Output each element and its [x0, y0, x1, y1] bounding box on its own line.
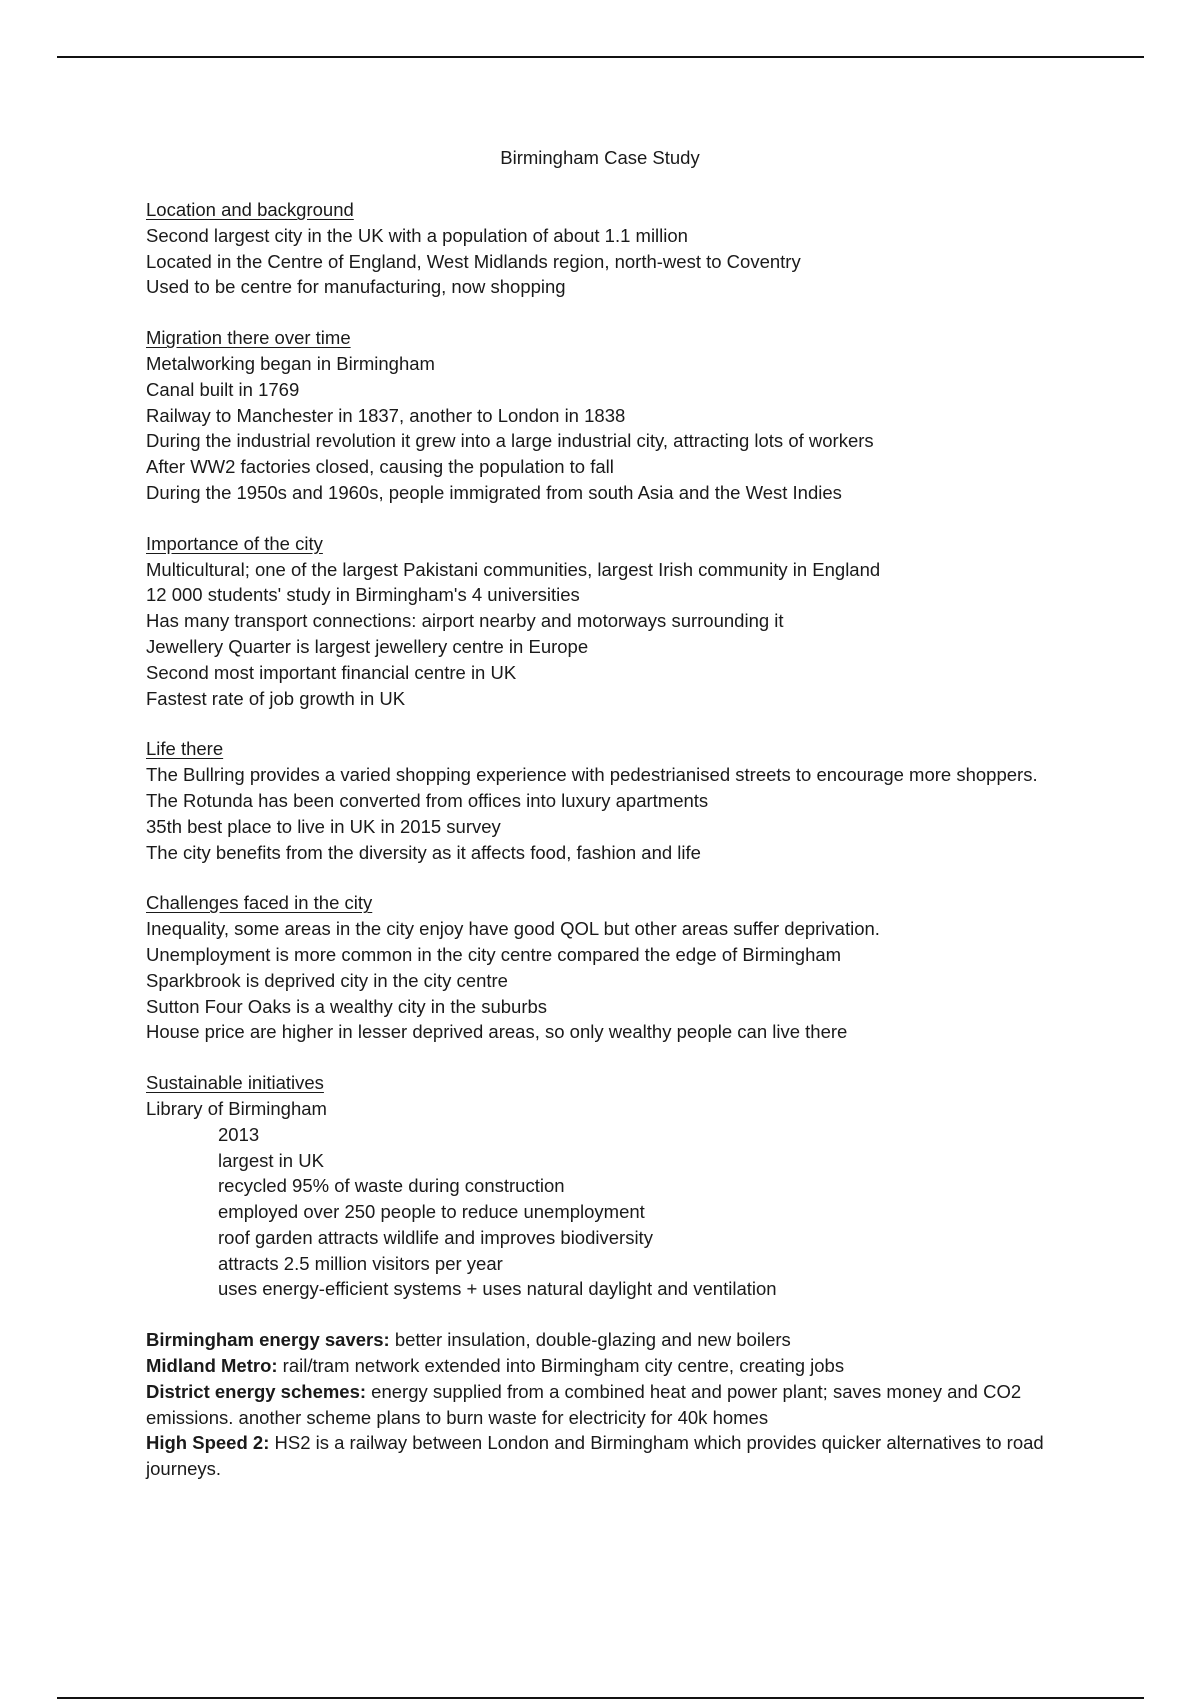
library-point: employed over 250 people to reduce unemployment [218, 1201, 645, 1223]
document-title: Birmingham Case Study [500, 147, 700, 168]
library-title: Library of Birmingham [146, 1097, 327, 1119]
body-line: The city benefits from the diversity as it affects food, fashion and life [146, 841, 701, 863]
library-point: uses energy-efficient systems + uses natural daylight and ventilation [218, 1278, 777, 1300]
scheme-text: HS2 is a railway between London and Birmingham which provides quicker alternatives to road journeys. [146, 1432, 1044, 1480]
body-line: 12 000 students' study in Birmingham's 4 universities [146, 584, 580, 606]
body-line: The Rotunda has been converted from offices into luxury apartments [146, 789, 709, 811]
body-line: During the 1950s and 1960s, people immigrated from south Asia and the West Indies [146, 481, 842, 503]
body-line: Located in the Centre of England, West Midlands region, north-west to Coventry [146, 250, 801, 272]
body-line: During the industrial revolution it grew into a large industrial city, attracting lots of workers [146, 430, 874, 452]
scheme-label: District energy schemes: [146, 1380, 367, 1402]
body-line: Sparkbrook is deprived city in the city centre [146, 969, 508, 991]
scheme-item [146, 1430, 1076, 1482]
body-line: Sutton Four Oaks is a wealthy city in the suburbs [146, 995, 548, 1017]
body-line: 35th best place to live in UK in 2015 survey [146, 815, 501, 837]
scheme-item [146, 1379, 1076, 1431]
body-line: Railway to Manchester in 1837, another to London in 1838 [146, 404, 626, 426]
body-line: Second largest city in the UK with a population of about 1.1 million [146, 224, 688, 246]
section-life [146, 736, 1076, 865]
body-line: Metalworking began in Birmingham [146, 352, 435, 374]
library-point: recycled 95% of waste during construction [218, 1175, 565, 1197]
body-line: Unemployment is more common in the city centre compared the edge of Birmingham [146, 943, 842, 965]
scheme-item [146, 1353, 1076, 1379]
scheme-text: rail/tram network extended into Birmingham city centre, creating jobs [277, 1355, 845, 1377]
body-line: Canal built in 1769 [146, 378, 300, 400]
section-importance [146, 531, 1076, 712]
section-migration [146, 325, 1076, 506]
footer-rule [57, 1697, 1144, 1699]
body-line: After WW2 factories closed, causing the population to fall [146, 456, 614, 478]
section-heading: Challenges faced in the city [146, 892, 373, 914]
library-point: 2013 [218, 1123, 260, 1145]
library-point: roof garden attracts wildlife and improves biodiversity [218, 1226, 653, 1248]
section-challenges [146, 890, 1076, 1045]
document-body [146, 197, 1076, 1507]
section-heading: Migration there over time [146, 327, 351, 349]
body-line: Multicultural; one of the largest Pakistani communities, largest Irish community in England [146, 558, 881, 580]
section-heading: Location and background [146, 199, 354, 220]
body-line: Has many transport connections: airport nearby and motorways surrounding it [146, 610, 784, 632]
section-heading: Life there [146, 738, 224, 760]
header-rule [57, 56, 1144, 58]
scheme-label: Midland Metro: [146, 1355, 278, 1377]
body-line: Used to be centre for manufacturing, now shopping [146, 276, 566, 298]
section-schemes [146, 1327, 1076, 1482]
section-location [146, 197, 1076, 300]
library-point: attracts 2.5 million visitors per year [218, 1252, 503, 1274]
scheme-label: Birmingham energy savers: [146, 1329, 390, 1351]
body-line: House price are higher in lesser deprived areas, so only wealthy people can live there [146, 1021, 848, 1043]
body-line: Second most important financial centre in UK [146, 661, 517, 683]
scheme-label: High Speed 2: [146, 1432, 270, 1454]
body-line: Jewellery Quarter is largest jewellery centre in Europe [146, 635, 589, 657]
scheme-item [146, 1327, 1076, 1353]
section-heading: Importance of the city [146, 532, 323, 554]
section-sustainable [146, 1070, 1076, 1302]
body-line: Fastest rate of job growth in UK [146, 687, 406, 709]
scheme-text: better insulation, double-glazing and new boilers [389, 1329, 791, 1351]
body-line: The Bullring provides a varied shopping experience with pedestrianised streets to encourage more shoppers. [146, 764, 1038, 786]
library-point: largest in UK [218, 1149, 324, 1171]
body-line: Inequality, some areas in the city enjoy have good QOL but other areas suffer deprivation. [146, 918, 880, 940]
section-heading: Sustainable initiatives [146, 1072, 324, 1094]
scheme-text: energy supplied from a combined heat and power plant; saves money and CO2 emissions. another scheme plans to burn waste for electricity for 40k homes [146, 1380, 1022, 1428]
